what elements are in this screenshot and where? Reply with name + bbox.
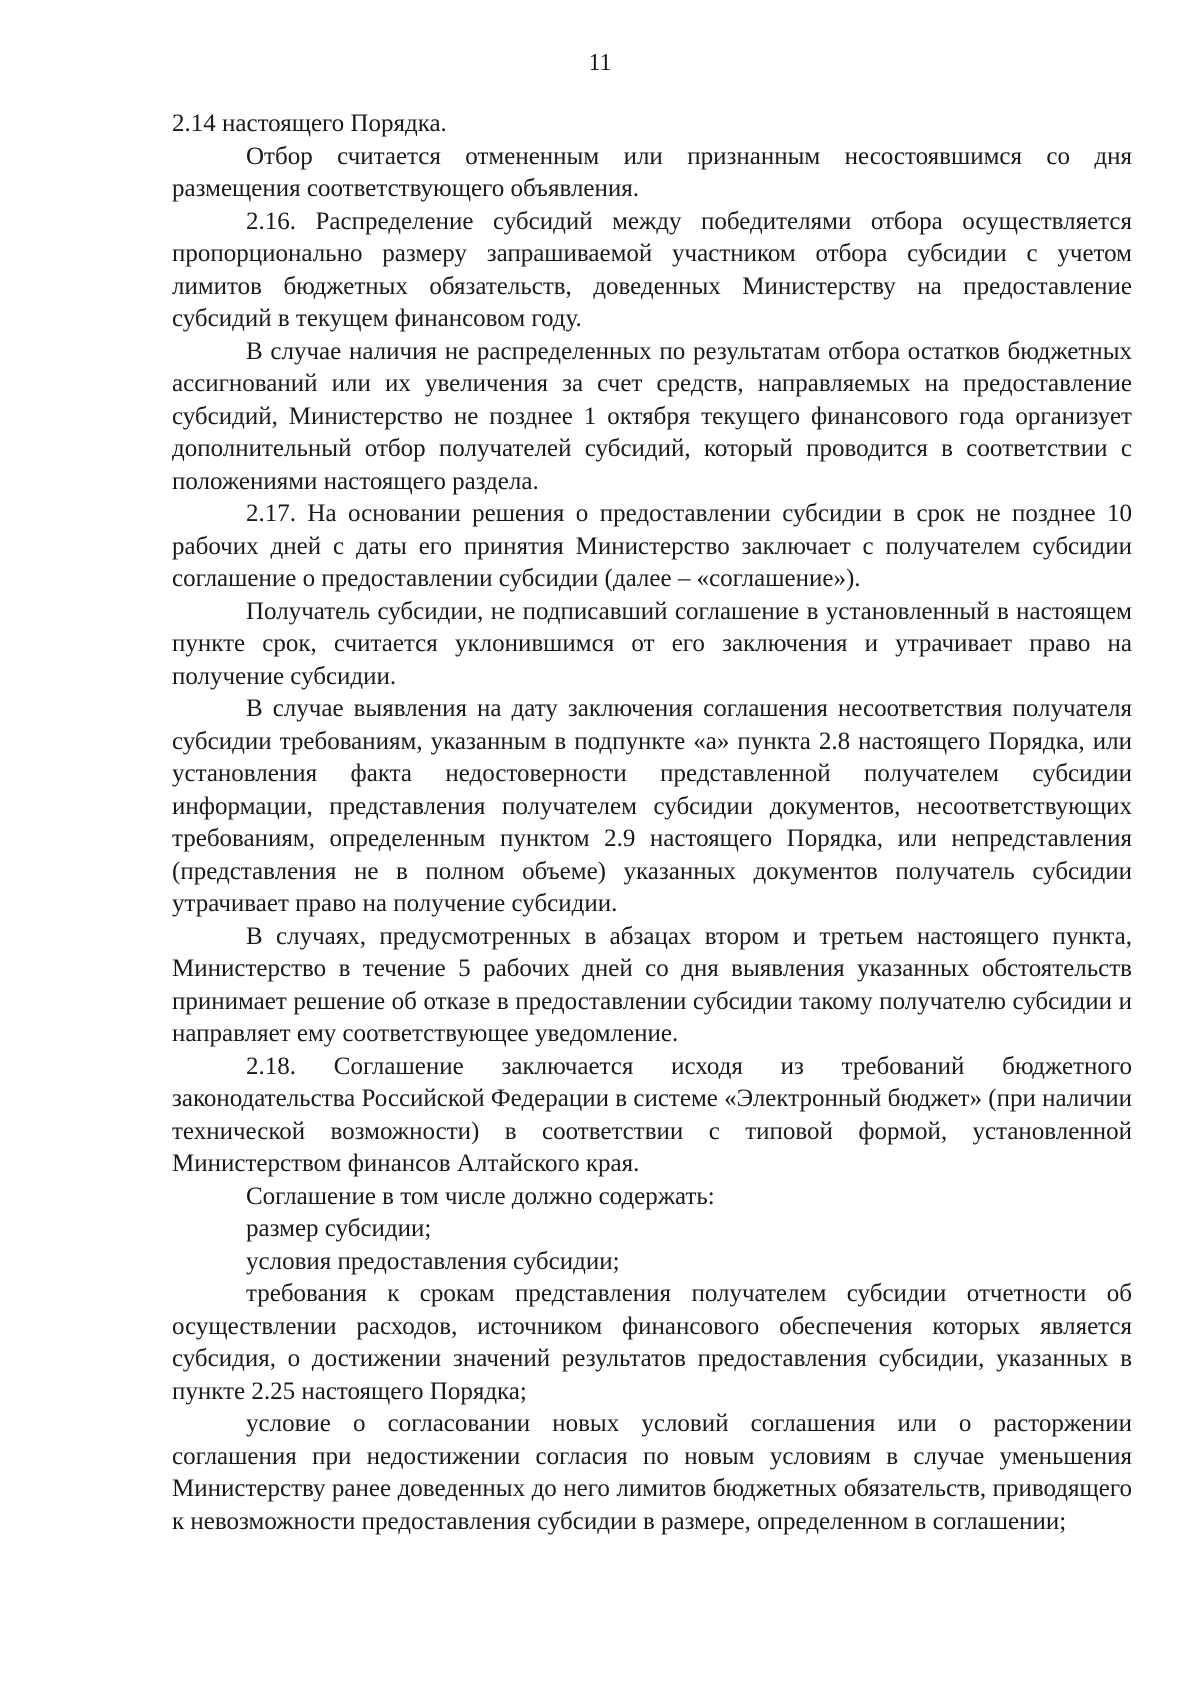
paragraph: 2.14 настоящего Порядка. <box>172 110 447 137</box>
document-body <box>172 108 1132 1538</box>
paragraph: требования к срокам представления получателем субсидии отчетности об осуществлении расходов, источником финансового обеспечения которых является субсидия, о достижении значений результатов предоставления субсидии, указанных в пункте 2.25 настоящего Порядка; <box>172 1280 1132 1405</box>
paragraph: В случае выявления на дату заключения соглашения несоответствия получателя субсидии требованиям, указанным в подпункте «а» пункта 2.8 настоящего Порядка, или установления факта недостоверности представленной получателем субсидии информации, представления получателем субсидии документов, несоответствующих требованиям, определенным пунктом 2.9 настоящего Порядка, или непредставления (представления не в полном объеме) указанных документов получатель субсидии утрачивает право на получение субсидии. <box>172 695 1132 917</box>
paragraph: Отбор считается отмененным или признанным несостоявшимся со дня размещения соответствующего объявления. <box>172 142 1132 202</box>
paragraph: условия предоставления субсидии; <box>246 1247 620 1275</box>
paragraph: В случае наличия не распределенных по результатам отбора остатков бюджетных ассигнований или их увеличения за счет средств, направляемых на предоставление субсидий, Министерство не позднее 1 октября текущего финансового года организует дополнительный отбор получателей субсидий, который проводится в соответствии с положениями настоящего раздела. <box>172 337 1132 495</box>
paragraph: 2.16. Распределение субсидий между победителями отбора осуществляется пропорционально размеру запрашиваемой участником отбора субсидии с учетом лимитов бюджетных обязательств, доведенных Министерству на предоставление субсидий в текущем финансовом году. <box>172 207 1132 332</box>
paragraph: Получатель субсидии, не подписавший соглашение в установленный в настоящем пункте срок, считается уклонившимся от его заключения и утрачивает право на получение субсидии. <box>172 597 1132 690</box>
page-number: 11 <box>588 50 612 76</box>
paragraph: условие о согласовании новых условий соглашения или о расторжении соглашения при недостижении согласия по новым условиям в случае уменьшения Министерству ранее доведенных до него лимитов бюджетных обязательств, приводящего к невозможности предоставления субсидии в размере, определенном в соглашении; <box>172 1410 1132 1535</box>
paragraph: 2.17. На основании решения о предоставлении субсидии в срок не позднее 10 рабочих дней с даты его принятия Министерство заключает с получателем субсидии соглашение о предоставлении субсидии (далее – «соглашение»). <box>172 500 1132 592</box>
paragraph: В случаях, предусмотренных в абзацах втором и третьем настоящего пункта, Министерство в течение 5 рабочих дней со дня выявления указанных обстоятельств принимает решение об отказе в предоставлении субсидии такому получателю субсидии и направляет ему соответствующее уведомление. <box>172 922 1132 1047</box>
paragraph: размер субсидии; <box>246 1215 432 1242</box>
paragraph: Соглашение в том числе должно содержать: <box>246 1182 715 1210</box>
paragraph: 2.18. Соглашение заключается исходя из требований бюджетного законодательства Российской Федерации в системе «Электронный бюджет» (при наличии технической возможности) в соответствии с типовой формой, установленной Министерством финансов Алтайского края. <box>172 1052 1132 1177</box>
